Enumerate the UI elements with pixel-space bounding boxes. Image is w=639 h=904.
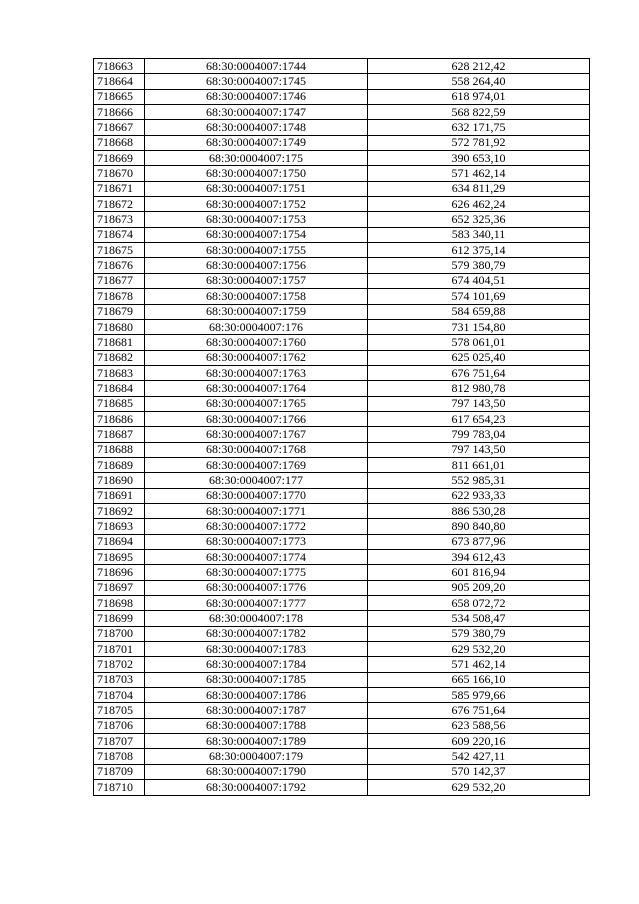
cadastral-value-cell: 552 985,31 bbox=[368, 473, 590, 488]
table-row bbox=[94, 74, 590, 89]
cadastral-number-cell: 68:30:0004007:1777 bbox=[145, 596, 368, 611]
cadastral-value-cell: 797 143,50 bbox=[368, 442, 590, 457]
cadastral-number-cell: 68:30:0004007:175 bbox=[145, 151, 368, 166]
cadastral-number-cell: 68:30:0004007:1775 bbox=[145, 565, 368, 580]
cadastral-value-cell: 609 220,16 bbox=[368, 734, 590, 749]
row-number-cell: 718683 bbox=[94, 365, 145, 380]
cadastral-value-cell: 890 840,80 bbox=[368, 519, 590, 534]
cadastral-value-cell: 674 404,51 bbox=[368, 273, 590, 288]
row-number-cell: 718673 bbox=[94, 212, 145, 227]
cadastral-number-cell: 68:30:0004007:1746 bbox=[145, 89, 368, 104]
cadastral-number-cell: 68:30:0004007:1788 bbox=[145, 718, 368, 733]
table-row bbox=[94, 734, 590, 749]
table-row bbox=[94, 381, 590, 396]
cadastral-value-cell: 542 427,11 bbox=[368, 749, 590, 764]
cadastral-number-cell: 68:30:0004007:1751 bbox=[145, 181, 368, 196]
table-row bbox=[94, 626, 590, 641]
cadastral-value-cell: 629 532,20 bbox=[368, 780, 590, 795]
row-number-cell: 718692 bbox=[94, 503, 145, 518]
cadastral-number-cell: 68:30:0004007:179 bbox=[145, 749, 368, 764]
cadastral-value-cell: 731 154,80 bbox=[368, 319, 590, 334]
cadastral-value-cell: 673 877,96 bbox=[368, 534, 590, 549]
cadastral-number-cell: 68:30:0004007:1771 bbox=[145, 503, 368, 518]
cadastral-value-cell: 578 061,01 bbox=[368, 335, 590, 350]
cadastral-value-cell: 584 659,88 bbox=[368, 304, 590, 319]
table-row bbox=[94, 396, 590, 411]
table-row bbox=[94, 120, 590, 135]
table-row bbox=[94, 135, 590, 150]
cadastral-number-cell: 68:30:0004007:1772 bbox=[145, 519, 368, 534]
cadastral-number-cell: 68:30:0004007:1752 bbox=[145, 197, 368, 212]
cadastral-number-cell: 68:30:0004007:1759 bbox=[145, 304, 368, 319]
table-row bbox=[94, 105, 590, 120]
cadastral-number-cell: 68:30:0004007:1764 bbox=[145, 381, 368, 396]
cadastral-number-cell: 68:30:0004007:1760 bbox=[145, 335, 368, 350]
cadastral-number-cell: 68:30:0004007:1757 bbox=[145, 273, 368, 288]
row-number-cell: 718688 bbox=[94, 442, 145, 457]
row-number-cell: 718690 bbox=[94, 473, 145, 488]
row-number-cell: 718696 bbox=[94, 565, 145, 580]
cadastral-number-cell: 68:30:0004007:1756 bbox=[145, 258, 368, 273]
row-number-cell: 718670 bbox=[94, 166, 145, 181]
cadastral-value-cell: 585 979,66 bbox=[368, 688, 590, 703]
cadastral-number-cell: 68:30:0004007:1782 bbox=[145, 626, 368, 641]
row-number-cell: 718663 bbox=[94, 59, 145, 74]
cadastral-value-cell: 629 532,20 bbox=[368, 642, 590, 657]
cadastral-number-cell: 68:30:0004007:177 bbox=[145, 473, 368, 488]
row-number-cell: 718681 bbox=[94, 335, 145, 350]
row-number-cell: 718686 bbox=[94, 411, 145, 426]
table-row bbox=[94, 749, 590, 764]
cadastral-value-cell: 570 142,37 bbox=[368, 764, 590, 779]
table-row bbox=[94, 565, 590, 580]
row-number-cell: 718708 bbox=[94, 749, 145, 764]
cadastral-value-cell: 571 462,14 bbox=[368, 657, 590, 672]
cadastral-value-cell: 625 025,40 bbox=[368, 350, 590, 365]
cadastral-number-cell: 68:30:0004007:1766 bbox=[145, 411, 368, 426]
table-row bbox=[94, 611, 590, 626]
table-row bbox=[94, 488, 590, 503]
table-row bbox=[94, 151, 590, 166]
cadastral-number-cell: 68:30:0004007:1768 bbox=[145, 442, 368, 457]
table-row bbox=[94, 181, 590, 196]
cadastral-number-cell: 68:30:0004007:1748 bbox=[145, 120, 368, 135]
cadastral-number-cell: 68:30:0004007:1758 bbox=[145, 289, 368, 304]
table-row bbox=[94, 365, 590, 380]
cadastral-number-cell: 68:30:0004007:1784 bbox=[145, 657, 368, 672]
cadastral-value-cell: 558 264,40 bbox=[368, 74, 590, 89]
cadastral-number-cell: 68:30:0004007:1790 bbox=[145, 764, 368, 779]
row-number-cell: 718684 bbox=[94, 381, 145, 396]
cadastral-value-cell: 583 340,11 bbox=[368, 227, 590, 242]
table-row bbox=[94, 550, 590, 565]
cadastral-value-cell: 812 980,78 bbox=[368, 381, 590, 396]
row-number-cell: 718685 bbox=[94, 396, 145, 411]
cadastral-value-cell: 390 653,10 bbox=[368, 151, 590, 166]
table-row bbox=[94, 442, 590, 457]
cadastral-number-cell: 68:30:0004007:1789 bbox=[145, 734, 368, 749]
cadastral-value-cell: 617 654,23 bbox=[368, 411, 590, 426]
table-row bbox=[94, 780, 590, 795]
table-row bbox=[94, 89, 590, 104]
table-row bbox=[94, 197, 590, 212]
table-body bbox=[94, 59, 590, 796]
row-number-cell: 718701 bbox=[94, 642, 145, 657]
cadastral-number-cell: 68:30:0004007:1767 bbox=[145, 427, 368, 442]
row-number-cell: 718668 bbox=[94, 135, 145, 150]
cadastral-number-cell: 68:30:0004007:1749 bbox=[145, 135, 368, 150]
cadastral-value-cell: 652 325,36 bbox=[368, 212, 590, 227]
cadastral-number-cell: 68:30:0004007:1774 bbox=[145, 550, 368, 565]
table-row bbox=[94, 503, 590, 518]
row-number-cell: 718682 bbox=[94, 350, 145, 365]
cadastral-value-cell: 797 143,50 bbox=[368, 396, 590, 411]
table-row bbox=[94, 227, 590, 242]
cadastral-value-cell: 394 612,43 bbox=[368, 550, 590, 565]
row-number-cell: 718671 bbox=[94, 181, 145, 196]
cadastral-value-cell: 534 508,47 bbox=[368, 611, 590, 626]
cadastral-number-cell: 68:30:0004007:1750 bbox=[145, 166, 368, 181]
row-number-cell: 718689 bbox=[94, 457, 145, 472]
row-number-cell: 718669 bbox=[94, 151, 145, 166]
row-number-cell: 718710 bbox=[94, 780, 145, 795]
table-row bbox=[94, 411, 590, 426]
table-row bbox=[94, 596, 590, 611]
row-number-cell: 718704 bbox=[94, 688, 145, 703]
cadastral-value-cell: 626 462,24 bbox=[368, 197, 590, 212]
cadastral-value-cell: 623 588,56 bbox=[368, 718, 590, 733]
cadastral-number-cell: 68:30:0004007:178 bbox=[145, 611, 368, 626]
cadastral-number-cell: 68:30:0004007:1770 bbox=[145, 488, 368, 503]
cadastral-number-cell: 68:30:0004007:1754 bbox=[145, 227, 368, 242]
row-number-cell: 718667 bbox=[94, 120, 145, 135]
row-number-cell: 718700 bbox=[94, 626, 145, 641]
table-row bbox=[94, 243, 590, 258]
table-row bbox=[94, 335, 590, 350]
cadastral-value-cell: 632 171,75 bbox=[368, 120, 590, 135]
row-number-cell: 718699 bbox=[94, 611, 145, 626]
row-number-cell: 718691 bbox=[94, 488, 145, 503]
table-row bbox=[94, 427, 590, 442]
table-row bbox=[94, 718, 590, 733]
cadastral-number-cell: 68:30:0004007:1745 bbox=[145, 74, 368, 89]
table-row bbox=[94, 304, 590, 319]
row-number-cell: 718695 bbox=[94, 550, 145, 565]
cadastral-value-cell: 571 462,14 bbox=[368, 166, 590, 181]
cadastral-number-cell: 68:30:0004007:1747 bbox=[145, 105, 368, 120]
cadastral-value-cell: 572 781,92 bbox=[368, 135, 590, 150]
cadastral-number-cell: 68:30:0004007:1783 bbox=[145, 642, 368, 657]
row-number-cell: 718706 bbox=[94, 718, 145, 733]
cadastral-number-cell: 68:30:0004007:1744 bbox=[145, 59, 368, 74]
cadastral-value-cell: 568 822,59 bbox=[368, 105, 590, 120]
row-number-cell: 718705 bbox=[94, 703, 145, 718]
row-number-cell: 718672 bbox=[94, 197, 145, 212]
cadastral-number-cell: 68:30:0004007:1773 bbox=[145, 534, 368, 549]
cadastral-number-cell: 68:30:0004007:1763 bbox=[145, 365, 368, 380]
table-row bbox=[94, 212, 590, 227]
table-row bbox=[94, 350, 590, 365]
row-number-cell: 718697 bbox=[94, 580, 145, 595]
row-number-cell: 718679 bbox=[94, 304, 145, 319]
row-number-cell: 718707 bbox=[94, 734, 145, 749]
cadastral-value-cell: 665 166,10 bbox=[368, 672, 590, 687]
cadastral-value-cell: 634 811,29 bbox=[368, 181, 590, 196]
table-row bbox=[94, 258, 590, 273]
table-row bbox=[94, 657, 590, 672]
table-row bbox=[94, 534, 590, 549]
row-number-cell: 718694 bbox=[94, 534, 145, 549]
cadastral-value-cell: 886 530,28 bbox=[368, 503, 590, 518]
cadastral-number-cell: 68:30:0004007:1755 bbox=[145, 243, 368, 258]
row-number-cell: 718675 bbox=[94, 243, 145, 258]
table-row bbox=[94, 519, 590, 534]
cadastral-number-cell: 68:30:0004007:1769 bbox=[145, 457, 368, 472]
table-row bbox=[94, 672, 590, 687]
table-row bbox=[94, 580, 590, 595]
row-number-cell: 718709 bbox=[94, 764, 145, 779]
table-row bbox=[94, 166, 590, 181]
table-row bbox=[94, 764, 590, 779]
cadastral-value-cell: 612 375,14 bbox=[368, 243, 590, 258]
row-number-cell: 718680 bbox=[94, 319, 145, 334]
row-number-cell: 718693 bbox=[94, 519, 145, 534]
cadastral-value-cell: 811 661,01 bbox=[368, 457, 590, 472]
cadastral-value-cell: 676 751,64 bbox=[368, 703, 590, 718]
cadastral-number-cell: 68:30:0004007:1787 bbox=[145, 703, 368, 718]
table-row bbox=[94, 319, 590, 334]
table-row bbox=[94, 289, 590, 304]
cadastral-value-cell: 622 933,33 bbox=[368, 488, 590, 503]
row-number-cell: 718666 bbox=[94, 105, 145, 120]
table-row bbox=[94, 703, 590, 718]
cadastral-number-cell: 68:30:0004007:1762 bbox=[145, 350, 368, 365]
row-number-cell: 718702 bbox=[94, 657, 145, 672]
table-row bbox=[94, 688, 590, 703]
row-number-cell: 718687 bbox=[94, 427, 145, 442]
cadastral-number-cell: 68:30:0004007:1753 bbox=[145, 212, 368, 227]
cadastral-value-table bbox=[93, 58, 590, 796]
table-row bbox=[94, 473, 590, 488]
row-number-cell: 718676 bbox=[94, 258, 145, 273]
row-number-cell: 718677 bbox=[94, 273, 145, 288]
table-row bbox=[94, 457, 590, 472]
cadastral-value-cell: 799 783,04 bbox=[368, 427, 590, 442]
row-number-cell: 718664 bbox=[94, 74, 145, 89]
row-number-cell: 718698 bbox=[94, 596, 145, 611]
cadastral-number-cell: 68:30:0004007:176 bbox=[145, 319, 368, 334]
table-row bbox=[94, 642, 590, 657]
table-row bbox=[94, 273, 590, 288]
row-number-cell: 718674 bbox=[94, 227, 145, 242]
cadastral-value-cell: 579 380,79 bbox=[368, 258, 590, 273]
cadastral-value-cell: 628 212,42 bbox=[368, 59, 590, 74]
cadastral-value-cell: 579 380,79 bbox=[368, 626, 590, 641]
cadastral-value-cell: 601 816,94 bbox=[368, 565, 590, 580]
cadastral-number-cell: 68:30:0004007:1765 bbox=[145, 396, 368, 411]
cadastral-number-cell: 68:30:0004007:1786 bbox=[145, 688, 368, 703]
row-number-cell: 718678 bbox=[94, 289, 145, 304]
cadastral-number-cell: 68:30:0004007:1792 bbox=[145, 780, 368, 795]
cadastral-value-cell: 618 974,01 bbox=[368, 89, 590, 104]
cadastral-value-cell: 905 209,20 bbox=[368, 580, 590, 595]
row-number-cell: 718665 bbox=[94, 89, 145, 104]
cadastral-value-cell: 658 072,72 bbox=[368, 596, 590, 611]
table-row bbox=[94, 59, 590, 74]
cadastral-number-cell: 68:30:0004007:1776 bbox=[145, 580, 368, 595]
row-number-cell: 718703 bbox=[94, 672, 145, 687]
cadastral-value-cell: 676 751,64 bbox=[368, 365, 590, 380]
cadastral-value-cell: 574 101,69 bbox=[368, 289, 590, 304]
cadastral-number-cell: 68:30:0004007:1785 bbox=[145, 672, 368, 687]
